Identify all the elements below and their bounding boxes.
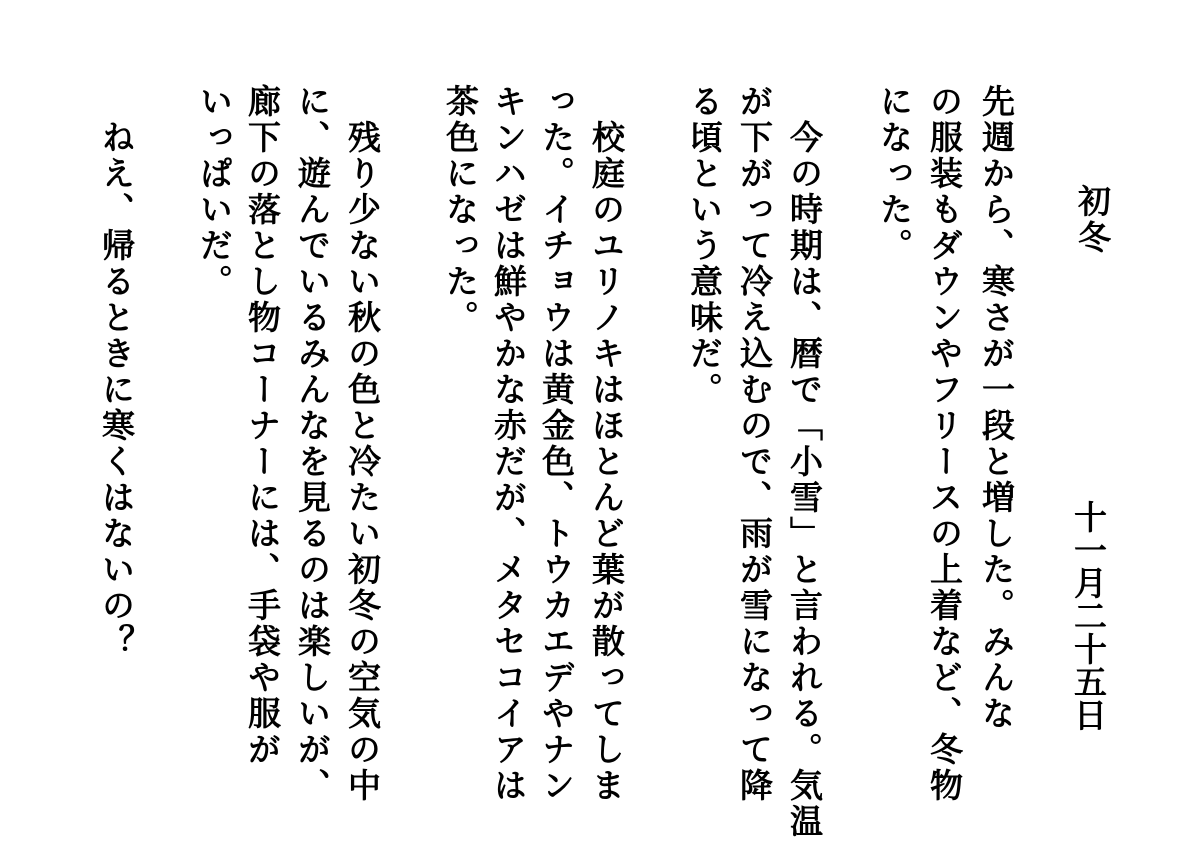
text-column: が下がって冷え込むので、雨が雪になって降 bbox=[735, 84, 774, 804]
text-column: に、遊んでいるみんなを見るのは楽しいが、 bbox=[293, 84, 332, 804]
text-column: る頃という意味だ。 bbox=[685, 84, 724, 408]
text-column: 残り少ない秋の色と冷たい初冬の空気の中 bbox=[343, 120, 382, 804]
text-column: 今の時期は、暦で「小雪」と言われる。気温 bbox=[785, 120, 824, 840]
text-column: 廊下の落とし物コーナーには、手袋や服が bbox=[243, 84, 282, 768]
text-column: 先週から、寒さが一段と増した。みんな bbox=[977, 84, 1016, 732]
text-column: になった。 bbox=[875, 84, 914, 264]
text-column: いっぱいだ。 bbox=[195, 84, 234, 300]
text-column: 茶色になった。 bbox=[441, 84, 480, 336]
text-column: ねえ、帰るときに寒くはないの？ bbox=[97, 120, 136, 660]
essay-date: 十一月二十五日 bbox=[1069, 500, 1108, 731]
text-column: 校庭のユリノキはほとんど葉が散ってしま bbox=[587, 120, 626, 804]
text-column: の服装もダウンやフリースの上着など、冬物 bbox=[925, 84, 964, 804]
essay-title: 初冬 bbox=[1073, 184, 1112, 256]
text-column: った。イチョウは黄金色、トウカエデやナン bbox=[537, 84, 576, 804]
text-column: キンハゼは鮮やかな赤だが、メタセコイアは bbox=[489, 84, 528, 804]
